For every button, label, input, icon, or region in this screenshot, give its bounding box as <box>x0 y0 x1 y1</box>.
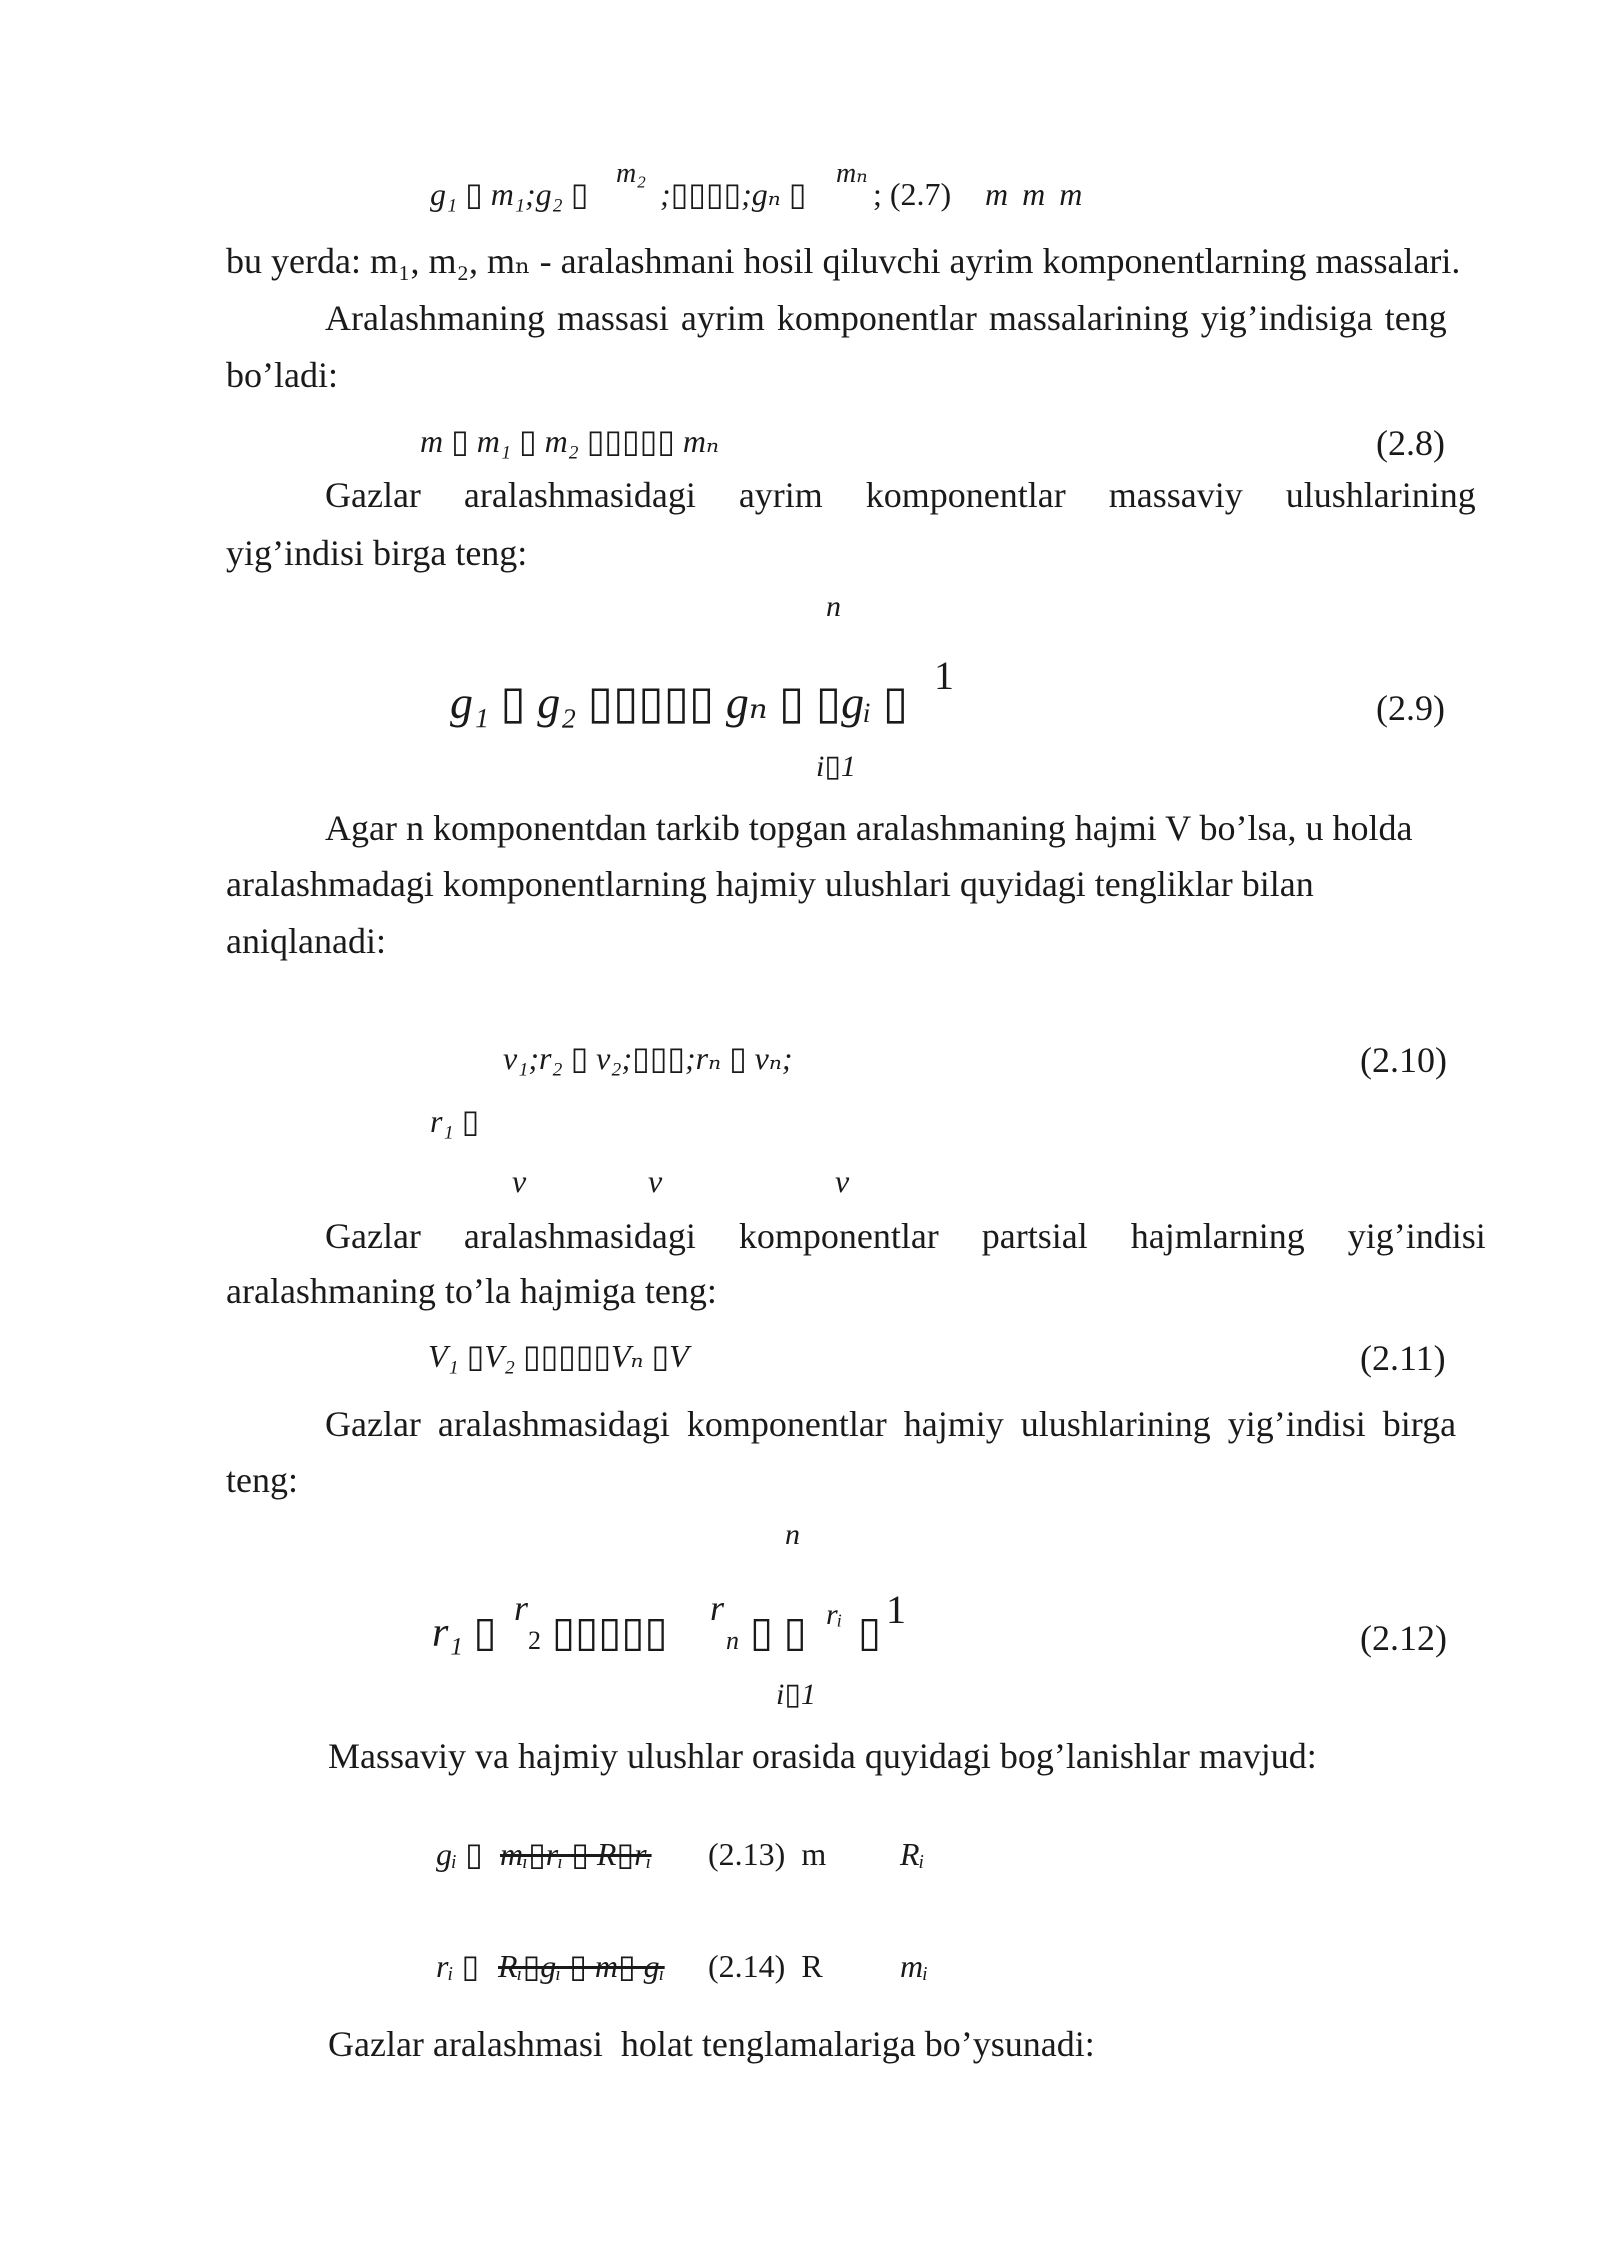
equation-2-8-formula: m ▯ m₁ ▯ m₂ ▯▯▯▯▯ mₙ <box>420 423 719 459</box>
paragraph-mass-sum-line1: Aralashmaning massasi ayrim komponentlar massalarining yig’indisiga teng <box>325 298 1447 338</box>
equation-2-12-middle: ▯▯▯▯▯ <box>552 1610 668 1656</box>
paragraph-mass-fractions-line1: Gazlar aralashmasidagi ayrim komponentlar massaviy ulushlarining <box>325 475 1476 515</box>
paragraph-partial-volumes-line1: Gazlar aralashmasidagi komponentlar partsial hajmlarning yig’indisi <box>325 1216 1486 1256</box>
paragraph-volume-fractions-line2: aralashmadagi komponentlarning hajmiy ulushlari quyidagi tengliklar bilan <box>226 864 1314 904</box>
equation-2-12-rn-symbol: r <box>710 1588 725 1628</box>
paragraph-mass-sum-line2: bo’ladi: <box>226 355 338 395</box>
equation-2-10-denominator-3: v <box>835 1163 850 1199</box>
equation-2-10-number: (2.10) <box>1360 1040 1447 1080</box>
equation-2-12-ri: rᵢ <box>826 1598 843 1631</box>
paragraph-volume-fractions-line1: Agar n komponentdan tarkib topgan aralashmaning hajmi V bo’lsa, u holda <box>325 808 1413 848</box>
equation-2-12-end: ▯ <box>858 1610 882 1656</box>
equation-2-9-upper-limit: n <box>826 590 841 623</box>
equation-2-13-number: (2.13) m <box>708 1836 827 1872</box>
equation-2-13-struck: mᵢ▯rᵢ ▯ R▯rᵢ <box>500 1836 652 1872</box>
paragraph-volume-fractions-line3: aniqlanadi: <box>226 921 386 961</box>
equation-2-7-number: ; (2.7) <box>873 176 952 212</box>
equation-2-9-number: (2.9) <box>1376 688 1445 728</box>
equation-2-12-lhs: r₁ ▯ <box>432 1610 497 1656</box>
equation-2-11-formula: V₁ ▯V₂ ▯▯▯▯▯Vₙ ▯V <box>428 1338 689 1374</box>
equation-2-7-main: g₁ ▯ m₁;g₂ ▯ <box>430 176 589 212</box>
equation-2-11-number: (2.11) <box>1360 1338 1446 1378</box>
equation-2-10-row1: v₁;r₂ ▯ v₂;▯▯▯;rₙ ▯ vₙ; <box>503 1040 793 1076</box>
equation-2-10-denominator-2: v <box>648 1163 663 1199</box>
equation-2-12-one: 1 <box>886 1587 906 1632</box>
equation-2-12-sum: ▯ ▯ <box>750 1610 807 1656</box>
equation-2-14-lhs: rᵢ ▯ <box>436 1948 480 1984</box>
paragraph-partial-volumes-line2: aralashmaning to’la hajmiga teng: <box>226 1271 717 1311</box>
equation-2-9-lower-limit: i▯1 <box>816 750 856 783</box>
equation-2-9-formula: g₁ ▯ g₂ ▯▯▯▯▯ gₙ ▯ ▯gᵢ ▯ <box>450 677 909 728</box>
paragraph-volume-sum-line2: teng: <box>226 1460 298 1500</box>
paragraph-relations: Massaviy va hajmiy ulushlar orasida quyidagi bog’lanishlar mavjud: <box>328 1736 1317 1776</box>
equation-2-7-fraction-2: m₂ <box>616 158 646 189</box>
equation-2-12-number: (2.12) <box>1360 1618 1447 1658</box>
equation-2-14-struck: Rᵢ▯gᵢ ▯ m▯ gᵢ <box>498 1948 665 1984</box>
paragraph-masses-definition: bu yerda: m₁, m₂, mₙ - aralashmani hosil qiluvchi ayrim komponentlarning massalari. <box>226 241 1461 281</box>
equation-2-13-after: Rᵢ <box>900 1836 925 1872</box>
equation-2-7-fraction-n: mₙ <box>836 158 868 189</box>
equation-2-13-lhs: gᵢ ▯ <box>436 1836 483 1872</box>
equation-2-9-one: 1 <box>934 653 954 698</box>
equation-2-12-r2-symbol: r <box>514 1588 529 1628</box>
equation-2-8-number: (2.8) <box>1376 423 1445 463</box>
equation-2-12-lower-limit: i▯1 <box>776 1678 816 1711</box>
equation-2-10-denominator-1: v <box>512 1163 527 1199</box>
equation-2-12-r2-index: 2 <box>528 1626 541 1655</box>
equation-2-12-rn-index: n <box>726 1626 739 1655</box>
equation-2-7-denominators: m m m <box>985 176 1083 212</box>
paragraph-mass-fractions-line2: yig’indisi birga teng: <box>226 533 528 573</box>
equation-2-7-middle: ;▯▯▯▯;gₙ ▯ <box>660 176 807 212</box>
paragraph-volume-sum-line1: Gazlar aralashmasidagi komponentlar hajmiy ulushlarining yig’indisi birga <box>325 1404 1457 1444</box>
equation-2-14-after: mᵢ <box>900 1948 929 1984</box>
paragraph-state-equations: Gazlar aralashmasi holat tenglamalariga bo’ysunadi: <box>328 2024 1095 2064</box>
equation-2-12-upper-limit: n <box>785 1518 800 1551</box>
equation-2-14-number: (2.14) R <box>708 1948 823 1984</box>
equation-2-10-row2: r₁ ▯ <box>430 1103 480 1139</box>
